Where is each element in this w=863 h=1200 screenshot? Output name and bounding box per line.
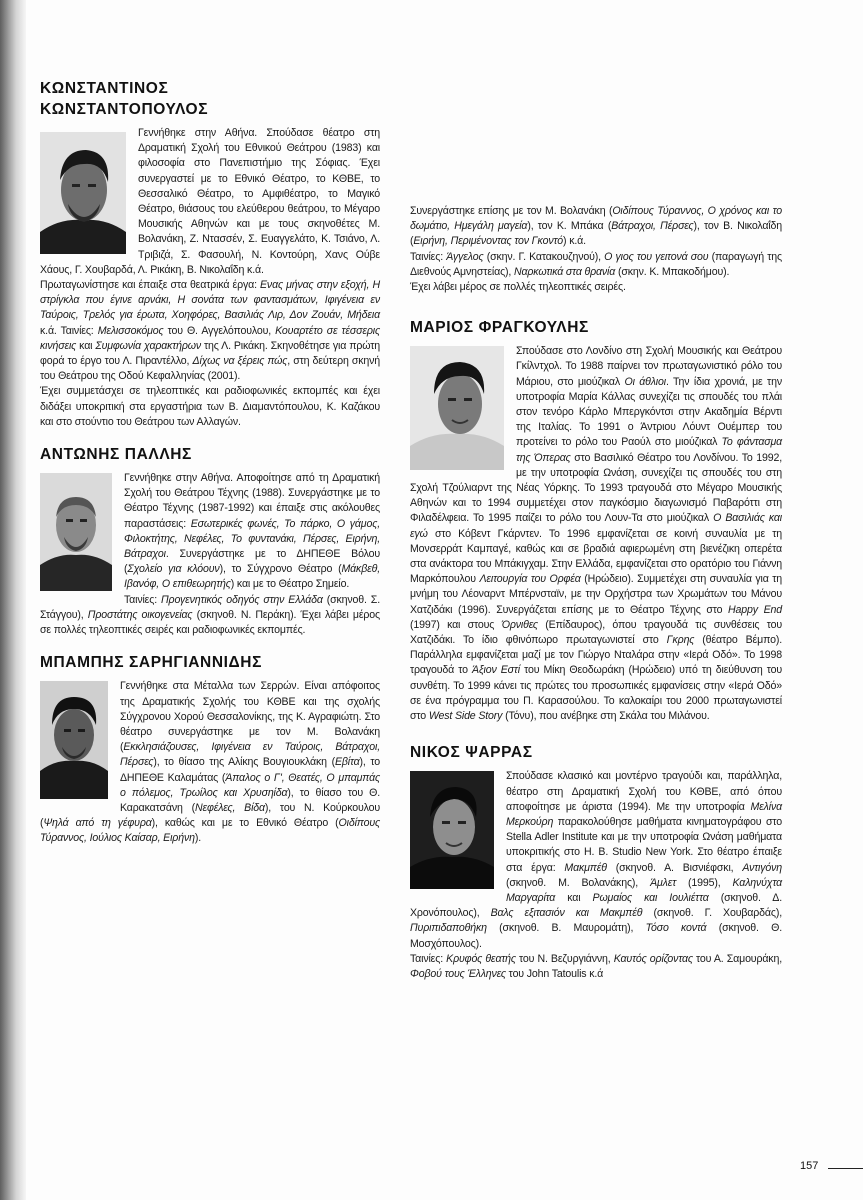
- right-column: [410, 204, 782, 996]
- text: και: [76, 339, 96, 352]
- text: ) και με το Θέατρο Σημείο.: [230, 578, 350, 591]
- text: (σκην. Γ. Κατακουζηνού),: [483, 250, 605, 263]
- text: (σκηνοθ. Σ. Στάγγου),: [40, 593, 380, 621]
- profile-name: ΑΝΤΩΝΗΣ ΠΑΛΛΗΣ: [40, 446, 192, 464]
- text: (σκηνοθ. Β. Μαυρομάτη),: [486, 922, 646, 935]
- work-titles: Μάκβεθ, Ιβανόφ, Ο επιθεωρητής: [124, 563, 380, 591]
- actor-photo: [40, 132, 126, 254]
- text: Ταινίες:: [410, 250, 447, 263]
- text: του Ν. Βεζυργιάννη,: [515, 952, 614, 965]
- text: ), το ΔΗΠΕΘΕ Καλαμάτας (: [120, 756, 380, 784]
- play-title: Εβίτα: [334, 756, 360, 769]
- profile-bio: [410, 344, 782, 724]
- text: του John Tatoulis κ.ά: [505, 967, 604, 980]
- text: Ταινίες:: [410, 952, 447, 965]
- text: Συνεργάστηκε επίσης με τον Μ. Βολανάκη (: [410, 205, 613, 217]
- text: , στη δεύτερη σκηνή του Θεάτρου της Οδού Κεφαλληνίας (2001).: [40, 355, 380, 383]
- text: (Ηρώδειο). Συμμετέχει στη συναυλία για τη μνήμη του Λέοναρντ Μπέρνσταϊν, με την Ορχήστρα των Χρωμάτων του Μάνου Χατζιδάκι (1996). Συνεργάζεται επίσης με το Θέατρο Τέχνης στο: [410, 573, 782, 616]
- work-titles: Εσωτερικές φωνές, Το πάρκο, Ο γάμος, Φιλοκτήτης, Νεφέλες, Το φυντανάκι, Πέρσες, Ειρήνη, Βάτραχοι: [124, 517, 380, 561]
- play-title: Δίχως να ξέρεις πώς: [192, 355, 288, 368]
- work-title: Λειτουργία του Ορφέα: [479, 573, 581, 586]
- text: Σπούδασε κλασικό και μοντέρνο τραγούδι και, παράλληλα, θέατρο στη Δραματική Σχολή του ΚΘΒΕ, από όπου αποφοίτησε με άριστα (1994). Με την υποτροφία: [506, 770, 782, 813]
- bio-paragraph: Γεννήθηκε στην Αθήνα. Σπούδασε θέατρο στη Δραματική Σχολή του Εθνικού Θεάτρου (1983) και φιλοσοφία στο Πανεπιστήμιο της Σόφιας. Έχει συνεργαστεί με το Εθνικό Θέατρο, το ΚΘΒΕ, το Θεσσαλικό Θέατρο, το Αμφιθέατρο, το Μαγικό Θέατρο, θιάσους του ελεύθερου θεάτρου, το Μέγαρο Μουσικής Αθηνών και με τους σκηνοθέτες Μ. Βολανάκη, Ζ. Ντασσέν, Σ. Ευαγγελάτο, Κ. Τσιάνο, Λ. Τριβιζά, Σ. Φασουλή, Ν. Κοντούρη, Χανς Ούβε Χάους, Γ. Χουβαρδά, Λ. Ρικάκη, Β. Νικολαΐδη κ.ά.: [40, 127, 380, 276]
- play-title: Πυριπιδαποθήκη: [410, 922, 487, 935]
- work-title: Άξιον Εστί: [472, 664, 520, 677]
- profile-name: ΜΠΑΜΠΗΣ ΣΑΡΗΓΙΑΝΝΙΔΗΣ: [40, 654, 262, 672]
- show-title: Όρνιθες: [501, 618, 538, 631]
- text: ), το Σύγχρονο Θέατρο (: [219, 563, 342, 576]
- name-line-2: ΚΩΝΣΤΑΝΤΟΠΟΥΛΟΣ: [40, 101, 209, 118]
- play-title: Ρωμαίος και Ιουλιέττα: [592, 891, 709, 904]
- text: (σκηνοθ. Ν. Περάκη). Έχει λάβει μέρος σε πολλές τηλεοπτικές σειρές και ραδιοφωνικές εκπομπές.: [40, 608, 380, 637]
- text: στο Βασιλικό Θέατρο του Λονδίνου. Το 1992, με την υποτροφία Ωνάση, συνεχίζει τις σπουδές του στη Σχολή Τζούλιαρντ της Νέας Υόρκης. Το 1993 τραγουδά στο Μέγαρο Μουσικής Αθηνών και το 1994 συμμετέχει στον παγκόσμιο διαγωνισμό Παβαρόττι στη Φιλαδέλφεια. Το 1995 παίζει το ρόλο του Λουν-Τα στο μιούζικαλ: [410, 451, 782, 525]
- film-title: Καυτός ορίζοντας: [613, 952, 693, 965]
- text: (1997) και στους: [410, 618, 502, 631]
- play-title: Βαλς εξιτασιόν και Μακμπέθ: [490, 907, 643, 920]
- play-title: Αντιγόνη: [742, 861, 782, 874]
- work-titles: Βάτραχοι, Πέρσες: [611, 220, 694, 233]
- text: ), του Ν. Κούρκουλου (: [40, 801, 380, 830]
- text: του Μίκη Θεοδωράκη (Ηρώδειο) υπό τη διεύθυνση του συνθέτη. Το 1999 κάνει τις πρώτες του προσωπικές εμφανίσεις στην «Ιερά Οδό» σε ένα πρόγραμμα του Π. Καρασούλου. Το καλοκαίρι του 2000 πρωταγωνιστεί στο: [410, 664, 782, 723]
- text: (σκην. Κ. Μπακοδήμου).: [615, 265, 730, 278]
- text: ) κ.ά.: [563, 235, 586, 248]
- text: (Επίδαυρος), όπου τραγουδά τις συνθέσεις του Χατζιδάκι. Το ίδιο φθινόπωρο πρωταγωνιστεί στο: [410, 618, 782, 647]
- film-title: Συμφωνία χαρακτήρων: [95, 339, 202, 352]
- profile-bio: [40, 471, 380, 638]
- play-title: Άμλετ: [650, 876, 677, 889]
- profile-bampis: [40, 652, 380, 846]
- text: στο Κόβεντ Γκάρντεν. Το 1996 εμφανίζεται σε κοινή συναυλία με τη Μονσερράτ Καμπαγέ, καθώς και σε βραδιά αφιερωμένη στη βιενέζικη οπερέτα στα ανάκτορα του Μπάκιγχαμ. Στην Ελλάδα, εμφανίζεται στο ορατόριο του Γιάννη Μαρκόπουλου: [410, 527, 782, 586]
- profile-name: [40, 78, 380, 120]
- text: του Α. Σαμουράκη,: [692, 952, 782, 965]
- page-number-rule: [828, 1168, 863, 1169]
- text: Γεννήθηκε στα Μέταλλα των Σερρών. Είναι απόφοιτος της Δραματικής Σχολής του ΚΘΒΕ και της σχολής Σύγχρονου Χορού Θεσσαλονίκης, της Κ. Αγραφιώτη. Στο θέατρο συνεργάστηκε με τον Μ. Βολανάκη (: [120, 680, 380, 754]
- actor-photo: [40, 681, 108, 799]
- text: Ταινίες:: [124, 593, 161, 606]
- profile-antonis: [40, 444, 380, 638]
- text: της Λ. Ρικάκη. Σκηνοθέτησε για πρώτη φορά το έργο του Λ. Πιραντέλλο,: [40, 339, 380, 368]
- profile-nikos: [410, 742, 782, 982]
- text: ), τον Β. Νικολαΐδη (: [410, 220, 783, 248]
- text: του Θ. Αγγελόπουλου,: [163, 324, 276, 337]
- film-title: Προγενητικός οδηγός στην Ελλάδα: [161, 593, 323, 606]
- profile-bio: [40, 679, 380, 846]
- text: ), καθώς και με το Εθνικό Θέατρο (: [151, 817, 339, 830]
- profile-konstantinos: [40, 78, 380, 430]
- film-title: Φοβού τους Έλληνες: [410, 967, 506, 980]
- show-title: Happy End: [728, 603, 782, 616]
- profile-marios: [410, 317, 782, 724]
- page-number: 157: [800, 1160, 819, 1172]
- bio-paragraph: [410, 250, 782, 280]
- actor-photo: [410, 346, 504, 470]
- text: ), το θίασο του Θ. Καρακατσάνη (: [120, 786, 380, 814]
- work-titles: Ειρήνη, Περιμένοντας τον Γκοντό: [413, 235, 564, 248]
- play-title: Τόσο κοντά: [645, 922, 707, 935]
- bio-paragraph: Έχει λάβει μέρος σε πολλές τηλεοπτικές σειρές.: [410, 281, 626, 294]
- play-title: Σχολείο για κλόουν: [127, 563, 220, 576]
- work-titles: Οιδίπους Τύραννος, Ιούλιος Καίσαρ, Ειρήνη: [40, 817, 380, 845]
- text: (σκηνοθ. Θ. Μοσχόπουλος).: [410, 922, 782, 950]
- text: (σκηνοθ. Γ. Χουβαρδάς),: [642, 907, 782, 920]
- name-line-1: ΚΩΝΣΤΑΝΤΙΝΟΣ: [40, 80, 169, 97]
- bio-paragraph: [40, 278, 380, 384]
- bio-paragraph: [410, 952, 782, 982]
- work-titles: Άπαλος ο Γ', Θεατές, Ο μπαμπάς ο πόλεμος, Τρωίλος και Χρυσηίδα: [120, 771, 381, 799]
- profile-bio: [40, 126, 380, 430]
- show-title: Το φάντασμα της Όπερας: [516, 436, 782, 464]
- text: (θέατρο Βέμπο). Παράλληλα εμφανίζεται μαζί με τον Γιώργο Νταλάρα στην «Ιερά Οδό». Το 1998 τραγουδά το: [410, 634, 782, 677]
- text: (σκηνοθ. Δ. Χρονόπουλος),: [410, 891, 782, 920]
- film-title: Άγγελος: [446, 250, 484, 263]
- text: Σπούδασε στο Λονδίνο στη Σχολή Μουσικής και Θεάτρου Γκίλντχολ. Το 1988 παίρνει τον πρωταγωνιστικό ρόλο του Μάριου, στο μιούζικαλ: [516, 345, 782, 388]
- film-title: Κουαρτέτο σε τέσσερις κινήσεις: [40, 324, 380, 352]
- text: . Συνεργάστηκε με το ΔΗΠΕΘΕ Βόλου (: [124, 548, 380, 576]
- text: (σκηνοθ. Α. Βισνιέφσκι,: [606, 861, 743, 874]
- work-titles: Νεφέλες, Βίδα: [194, 801, 265, 814]
- text: . Την ίδια χρονιά, με την υποτροφία Μαρία Κάλλας συνεχίζει τις σπουδές του πλάι στον τενόρο Κάρλο Μπεργκόντσι στην Ακαδημία Βέρντι της Ιταλίας. Το 1991 ο Άντριου Λόυντ Ουέμπερ του προτείνει το ρόλο του Ραούλ στο μιούζικαλ: [516, 375, 782, 449]
- film-title: Κρυφός θεατής: [446, 952, 516, 965]
- text: ), τον Κ. Μπάκα (: [527, 220, 612, 233]
- actor-photo: [410, 771, 494, 889]
- play-title: Καληνύχτα Μαργαρίτα: [506, 876, 782, 904]
- profile-name: ΝΙΚΟΣ ΨΑΡΡΑΣ: [410, 744, 533, 762]
- left-column: [40, 78, 380, 861]
- show-title: Ο Βασιλιάς και εγώ: [410, 512, 783, 540]
- film-title: Μελισσοκόμος: [97, 324, 164, 337]
- profile-bio: [410, 769, 782, 982]
- profile-bio: [410, 204, 782, 295]
- work-titles: Ενας μήνας στην εξοχή, Η στρίγκλα που έγινε αρνάκι, Η σονάτα των φαντασμάτων, Ιφιγένεια εν Ταύροις, Τρελός για έρωτα, Χοηφόρες, Βασιλιάς Λιρ, Δον Ζουάν, Μήδεια: [40, 279, 380, 322]
- show-title: West Side Story: [428, 710, 503, 723]
- text: Γεννήθηκε στην Αθήνα. Αποφοίτησε από τη Δραματική Σχολή του Θεάτρου Τέχνης (1988). Συνεργάστηκε με το Θέατρο Τέχνης (1987-1992) και έπαιξε στις ακόλουθες παραστάσεις:: [124, 472, 380, 530]
- film-title: Ο γιος του γειτονά σου: [604, 250, 709, 263]
- scholarship-name: Μελίνα Μερκούρη: [506, 800, 782, 828]
- film-title: Ναρκωτικά στα θρανία: [514, 265, 616, 278]
- work-titles: Εκκλησιάζουσες, Ιφιγένεια εν Ταύροις, Βάτραχοι, Πέρσες: [120, 741, 380, 769]
- text: παρακολούθησε μαθήματα κινηματογράφου στο Stella Adler Institute και με την υποτροφία Ωνάση μαθήματα υποκριτικής στο H. B. Studio New York. Στο θέατρο έπαιξε στα έργα:: [506, 815, 782, 874]
- bio-paragraph: Έχει συμμετάσχει σε τηλεοπτικές και ραδιοφωνικές εκπομπές και έχει διδάξει υποκριτική στα εργαστήρια των Β. Διαμαντόπουλου, Κ. Καζάκου και στο στούντιο του Θεάτρου των Αλλαγών.: [40, 385, 380, 428]
- bio-paragraph: [40, 593, 380, 639]
- page-binding-shadow: [0, 0, 26, 1200]
- work-titles: Οιδίπους Τύραννος, Ο χρόνος και το δωμάτιο, Ημεγάλη μαγεία: [410, 205, 782, 233]
- text: (Τόνυ), που ανέβηκε στη Σκάλα του Μιλάνου.: [502, 710, 710, 723]
- play-title: Μακμπέθ: [564, 861, 607, 874]
- profile-name: ΜΑΡΙΟΣ ΦΡΑΓΚΟΥΛΗΣ: [410, 319, 589, 337]
- film-title: Προστάτης οικογενείας: [87, 608, 193, 621]
- text: ), το θίασο της Αλίκης Βουγιουκλάκη (: [153, 756, 335, 769]
- actor-photo: [40, 473, 112, 591]
- show-title: Οι άθλιοι: [624, 375, 666, 388]
- text: και: [555, 891, 593, 904]
- text: Πρωταγωνίστησε και έπαιξε στα θεατρικά έργα:: [40, 279, 261, 292]
- text: κ.ά. Ταινίες:: [40, 324, 98, 337]
- bio-paragraph: [410, 204, 782, 250]
- show-title: Γκρης: [666, 634, 695, 647]
- text: (παραγωγή της Διεθνούς Αμνηστείας),: [410, 250, 782, 278]
- play-title: Ψηλά από τη γέφυρα: [43, 817, 152, 830]
- text: (1995),: [676, 876, 733, 889]
- text: (σκηνοθ. Μ. Βολανάκης),: [506, 876, 651, 889]
- text: ).: [194, 832, 201, 845]
- profile-bampis-continued: [410, 204, 782, 295]
